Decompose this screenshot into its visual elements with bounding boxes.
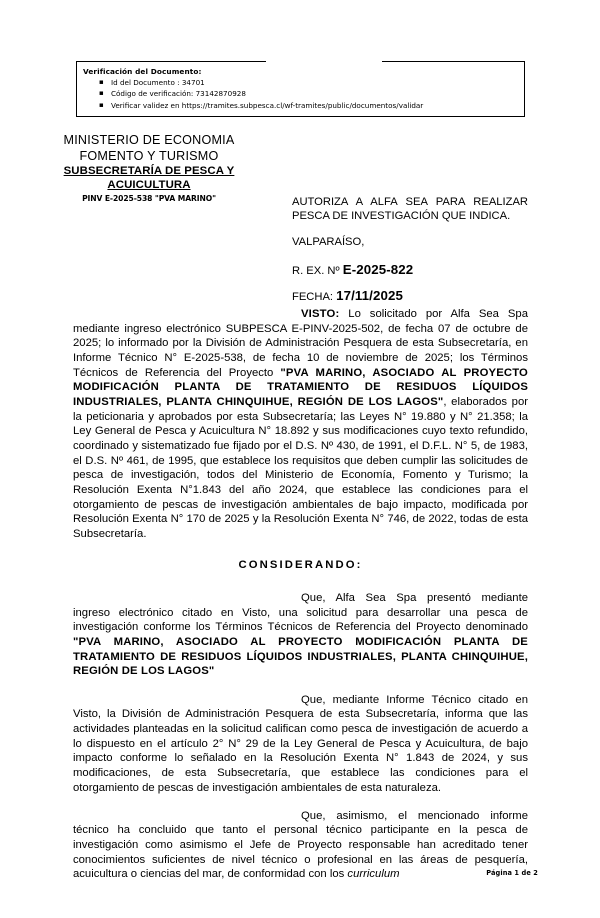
visto-project-name: "PVA MARINO, ASOCIADO AL PROYECTO MODIFICACIÓN PLANTA DE TRATAMIENTO DE RESIDUOS LÍQUIDOS INDUSTRIALES, PLANTA CHINQUIHUE, REGIÓN DE LOS LAGOS" (73, 366, 528, 408)
resolution-number-line (292, 263, 528, 279)
verification-item-code (83, 88, 524, 99)
project-code: PINV E-2025-538 "PVA MARINO" (82, 194, 216, 204)
resolution-date-label: FECHA: (292, 291, 337, 304)
ministry-header (33, 133, 265, 204)
considerando-1-project-name: "PVA MARINO, ASOCIADO AL PROYECTO MODIFICACIÓN PLANTA DE TRATAMIENTO DE RESIDUOS LÍQUIDOS INDUSTRIALES, PLANTA CHINQUIHUE, REGIÓN DE LOS LAGOS" (73, 636, 528, 678)
verification-item-text: Id del Documento : 34701 (111, 78, 205, 87)
resolution-number-label: R. EX. Nº (292, 264, 343, 277)
visto-text-b: , elaborados por la peticionaria y aprobados por esta Subsecretaría; las Leyes N° 19.880 y N° 21.358; la Ley General de Pesca y Acuicultura N° 18.892 y sus modificaciones cuyo texto refundido, coordinado y sistematizado fue fijado por el D.S. Nº 430, de 1991, el D.F.L. N° 5, de 1983, el D.S. Nº 461, de 1995, que establece los requisitos que deben cumplir las solicitudes de pesca de investigación, todos del Ministerio de Economía, Fomento y Turismo; la Resolución Exenta N°1.843 del año 2024, que establece las condiciones para el otorgamiento de pescas de investigación ambientales de bajo impacto, modificada por Resolución Exenta N° 170 de 2025 y la Resolución Exenta N° 746, de 2022, todas de esta Subsecretaría. (73, 395, 528, 540)
ministry-line-1: MINISTERIO DE ECONOMIA (63, 133, 235, 147)
bullet-icon: ▪ (99, 78, 104, 86)
resolution-date-line (292, 289, 528, 305)
resolution-title-block (292, 196, 528, 305)
verification-title: Verificación del Documento: (83, 67, 202, 76)
document-verification-box (76, 61, 525, 117)
considerando-3-text: Que, asimismo, el mencionado informe técnico ha concluido que tanto el personal técnico participante en la pesca de investigación como asimismo el Jefe de Proyecto responsable han acreditado tener conocimientos suficientes de nivel técnico o profesional en las áreas de pesquería, acuicultura o ciencias del mar, de conformidad con los (73, 809, 528, 881)
considerando-2-text: Que, mediante Informe Técnico citado en Visto, la División de Administración Pesquera de esta Subsecretaría, informa que las actividades planteadas en la solicitud califican como pesca de investigación de acuerdo a lo dispuesto en el artículo 2° N° 29 de la Ley General de Pesca y Acuicultura, de bajo impacto conforme lo señalado en la Resolución Exenta N° 1.843 de 2024, y sus modificaciones, de esta Subsecretaría, que establece las condiciones para el otorgamiento de pescas de investigación ambientales de esta naturaleza. (73, 693, 528, 794)
resolution-number-value: E-2025-822 (342, 261, 414, 277)
resolution-place: VALPARAÍSO, (292, 236, 365, 249)
paragraph-considerando-1 (73, 591, 528, 679)
page-number-footer: Página 1 de 2 (486, 869, 538, 877)
considerando-1-text: Que, Alfa Sea Spa presentó mediante ingreso electrónico citado en Visto, una solicitud para desarrollar una pesca de investigación conforme los Términos Técnicos de Referencia del Proyecto denominado (73, 592, 528, 634)
paragraph-considerando-3 (73, 809, 528, 882)
verification-item-text: Código de verificación: 73142870928 (111, 89, 246, 99)
verification-item-text[interactable]: Verificar validez en https://tramites.subpesca.cl/wf-tramites/public/documentos/validar (111, 100, 424, 110)
paragraph-considerando-2 (73, 693, 528, 796)
ministry-line-2: FOMENTO Y TURISMO (79, 148, 219, 163)
bullet-icon: ▪ (99, 100, 104, 109)
resolution-date-value: 17/11/2025 (336, 288, 403, 304)
resolution-subject: AUTORIZA A ALFA SEA PARA REALIZAR PESCA DE INVESTIGACIÓN QUE INDICA. (292, 196, 528, 222)
paragraph-visto (73, 307, 528, 542)
document-body (73, 307, 528, 895)
verification-item-url[interactable] (83, 100, 524, 111)
bullet-icon: ▪ (99, 89, 104, 98)
ministry-line-4: ACUICULTURA (107, 179, 191, 192)
verification-box-notch (266, 60, 382, 63)
verification-item-document-id (83, 77, 524, 88)
verification-list (83, 77, 524, 111)
considerando-heading: CONSIDERANDO: (238, 558, 363, 571)
considerando-3-italic-term: curriculum (347, 868, 400, 881)
visto-label: VISTO: (301, 308, 340, 320)
ministry-line-3: SUBSECRETARÍA DE PESCA Y (63, 165, 235, 177)
visto-text-a: Lo solicitado por Alfa Sea Spa mediante ingreso electrónico SUBPESCA E-PINV-2025-502, de fecha 07 de octubre de 2025; lo informado por la División de Administración Pesquera de esta Subsecretaría, en Informe Técnico N° E-2025-538, de fecha 10 de noviembre de 2025; los Términos Técnicos de Referencia del Proyecto (73, 308, 528, 379)
